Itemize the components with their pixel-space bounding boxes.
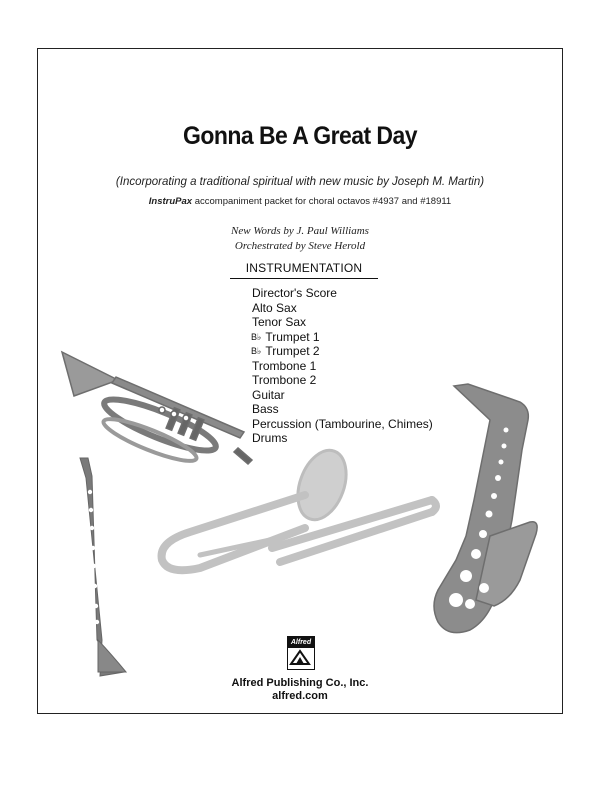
list-item: Alto Sax — [252, 300, 297, 315]
list-item: Trombone 2 — [252, 373, 317, 387]
flat-symbol: B♭ — [251, 331, 262, 342]
trombone-illustration — [162, 444, 436, 571]
subtitle: (Incorporating a traditional spiritual with new music by Joseph M. Martin) — [115, 176, 485, 188]
publisher-info — [0, 677, 600, 703]
publisher-website[interactable]: alfred.com — [272, 690, 328, 702]
packet-text: accompaniment packet for choral octavos #4937 and #18911 — [192, 196, 452, 207]
logo-text: Alfred — [288, 637, 314, 648]
clarinet-illustration — [80, 458, 126, 676]
list-item: Bass — [252, 402, 279, 416]
orchestration-credit: Orchestrated by Steve Herold — [234, 240, 366, 252]
alfred-logo — [287, 636, 315, 670]
list-item: Percussion (Tambourine, Chimes) — [252, 416, 433, 431]
list-item: B♭ Trumpet 1 — [251, 329, 320, 344]
trumpet-illustration — [62, 352, 252, 468]
saxophone-illustration — [434, 384, 537, 633]
list-item: Drums — [252, 431, 288, 445]
list-item: Guitar — [252, 387, 285, 402]
list-item: Tenor Sax — [252, 315, 307, 329]
words-credit: New Words by J. Paul Williams — [231, 225, 369, 237]
instrumentation-heading: INSTRUMENTATION — [230, 261, 378, 279]
packet-brand: InstruPax — [148, 196, 193, 207]
publisher-name: Alfred Publishing Co., Inc. — [231, 677, 369, 689]
page-title: Gonna Be A Great Day — [183, 122, 417, 150]
alfred-logo-mark — [288, 648, 313, 667]
list-item: Director's Score — [252, 286, 337, 300]
flat-symbol: B♭ — [251, 346, 262, 356]
list-item: B♭ Trumpet 2 — [251, 344, 320, 358]
list-item: Trombone 1 — [252, 358, 317, 373]
